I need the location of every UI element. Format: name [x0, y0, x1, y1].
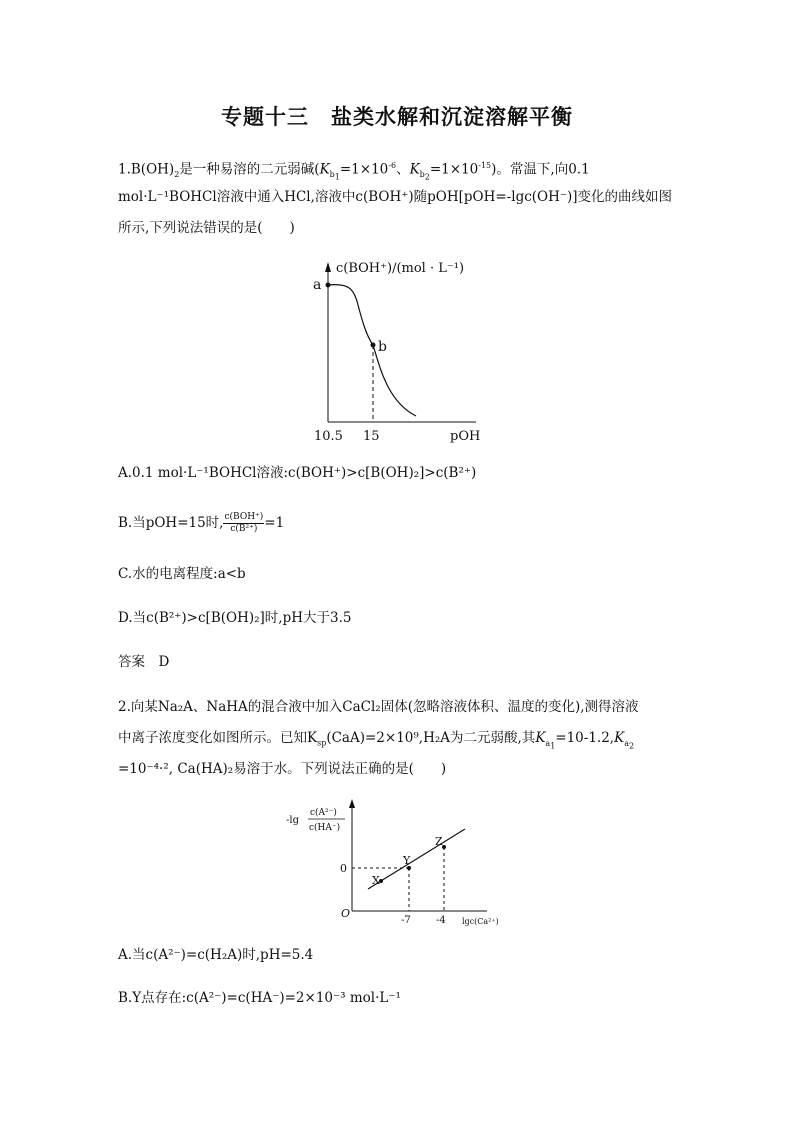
q1-option-d: D.当c(B²⁺)>c[B(OH)₂]时,pH大于3.5 [118, 610, 352, 626]
q2-x-label: lgc(Ca²⁺) [462, 917, 499, 926]
q1-stem-line1: $1.B(OH)_2$是一种易溶的二元弱碱($K_{b_1}=1\times 10^{-6}$、$K_{b_2}=1\times 10^{-15}$)。常温下,向0.1 [118, 161, 590, 182]
q2-stem-line1: 2.向某Na₂A、NaHA的混合液中加入CaCl₂固体(忽略溶液体积、温度的变化),测得溶液 [118, 699, 639, 715]
q1-x-label: pOH [450, 429, 481, 444]
q2-tick-neg4: -4 [436, 915, 446, 926]
q1-tick-15: 15 [363, 429, 380, 444]
q2-stem-line3: =10⁻⁴·², Ca(HA)₂易溶于水。下列说法正确的是( ) [118, 761, 447, 777]
q2-y-arrow [349, 799, 355, 808]
q1-stem-line3: 所示,下列说法错误的是( ) [118, 220, 295, 236]
q1-answer: 答案 D [118, 654, 170, 670]
q2-option-b: B.Y点存在:c(A²⁻)=c(HA⁻)=2×10⁻³ mol·L⁻¹ [118, 990, 401, 1006]
q1-point-a [326, 283, 331, 288]
q2-chart [282, 793, 512, 928]
q1-y-arrow [325, 262, 331, 272]
q2-y-label-num: c(A²⁻) [310, 808, 337, 818]
q1-tick-10-5: 10.5 [314, 429, 343, 444]
q1-y-label: c(BOH⁺)/(mol · L⁻¹) [336, 261, 465, 276]
q2-y-label-den: c(HA⁻) [309, 823, 341, 833]
q1-label-b: b [378, 339, 387, 355]
q2-stem-line2: 中离子浓度变化如图所示。已知$K_{sp}(CaA)=2\times 10^9,H_2A$为二元弱酸,其$K_{a_1}=10-1.2,K_{a_2}$ [118, 730, 635, 751]
q1-label-a: a [313, 277, 322, 293]
q1-option-c: C.水的电离程度:a<b [118, 566, 246, 582]
page-title: 专题十三 盐类水解和沉淀溶解平衡 [221, 105, 573, 129]
q1-stem-line2: mol·L⁻¹BOHCl溶液中通入HCl,溶液中c(BOH⁺)随pOH[pOH=-lgc(OH⁻)]变化的曲线如图 [118, 189, 673, 205]
q2-option-a: A.当c(A²⁻)=c(H₂A)时,pH=5.4 [118, 947, 314, 963]
q2-y-label-lg: -lg [286, 815, 299, 826]
q2-label-x: X [372, 874, 380, 887]
q2-origin: O [341, 907, 351, 920]
q2-y-tick-0: 0 [340, 862, 347, 875]
q1-option-a: A.0.1 mol·L⁻¹BOHCl溶液:c(BOH⁺)>c[B(OH)₂]>c(B²⁺) [118, 465, 477, 481]
q2-label-y: Y [403, 854, 411, 867]
q2-tick-neg7: -7 [401, 915, 411, 926]
q1-option-b: B.当pOH=15时, $\frac{\text{c(BOH⁺)}}{\text{c(B²⁺)}}$ =1 [118, 512, 285, 534]
q1-curve [328, 285, 416, 416]
q2-label-z: Z [435, 835, 443, 848]
q1-chart [300, 250, 500, 450]
